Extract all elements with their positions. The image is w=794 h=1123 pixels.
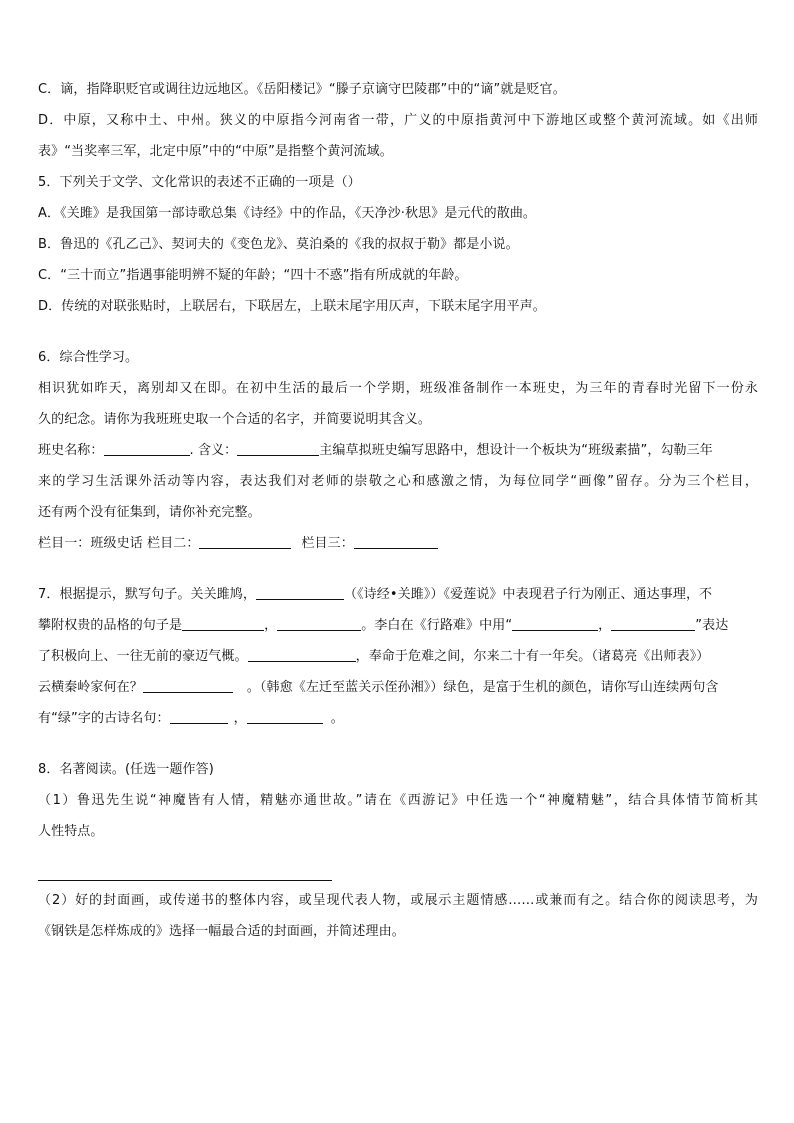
question-5-option-d: D．传统的对联张贴时，上联居右，下联居左，上联末尾字用仄声，下联末尾字用平声。 [38, 299, 546, 314]
green-poem-blank-1[interactable] [170, 709, 228, 724]
question-7-text-4: ”表达 [695, 618, 729, 633]
option-d-zhongyuan: D．中原，又称中土、中州。狭义的中原指今河南省一带，广义的中原指黄河中下游地区或整个黄河流域。如《出师 [38, 113, 758, 128]
column-3-blank[interactable] [354, 534, 438, 549]
question-8-part-2-continued: 《钢铁是怎样炼成的》选择一幅最合适的封面画，并简述理由。 [38, 924, 405, 939]
question-7-text-2: 攀附权贵的品格的句子是 [38, 618, 183, 633]
question-7-line-5 [38, 709, 758, 729]
question-6-text-5: 还有两个没有征集到，请你补充完整。 [38, 505, 261, 520]
comma-2: ， [598, 618, 612, 633]
class-name-blank[interactable] [104, 441, 190, 456]
class-name-label: 班史名称： [38, 443, 104, 458]
question-7-text-1: （《诗经•关雎》）《爱莲说》中表现君子行为刚正、通达事理，不 [343, 587, 713, 602]
question-6-text-3: 主编草拟班史编写思路中，想设计一个板块为“班级素描”，勾勒三年 [319, 443, 713, 458]
answer-line[interactable] [38, 880, 332, 881]
question-7-text-7: 云横秦岭家何在？ [38, 680, 143, 695]
question-6-columns-line [38, 534, 758, 554]
chushibiao-blank[interactable] [248, 647, 356, 662]
ailian-blank-2[interactable] [277, 616, 361, 631]
question-7-line-2 [38, 616, 758, 636]
ailian-blank-1[interactable] [182, 616, 264, 631]
question-7-stem: 7．根据提示，默写句子。关关雎鸠， [38, 587, 256, 602]
green-poem-blank-2[interactable] [247, 709, 323, 724]
column-2-blank[interactable] [199, 534, 291, 549]
question-7-line-4 [38, 678, 758, 698]
question-5-option-c: C．“三十而立”指遇事能明辨不疑的年龄；“四十不惑”指有所成就的年龄。 [38, 268, 468, 283]
question-7-text-3: 。李白在《行路难》中用“ [361, 618, 513, 633]
meaning-blank[interactable] [237, 441, 319, 456]
question-6-class-name-line [38, 441, 758, 461]
question-8-part-1: （1）鲁迅先生说“神魔皆有人情，精魅亦通世故。”请在《西游记》中任选一个“神魔精魅”，结合具体情节简析其 [38, 793, 758, 808]
comma-3: ， [233, 711, 247, 726]
xinglunan-blank-1[interactable] [512, 616, 598, 631]
hanyu-blank[interactable] [143, 678, 233, 693]
option-c-zhe: C．谪，指降职贬官或调往边远地区。《岳阳楼记》“滕子京谪守巴陵郡”中的“谪”就是贬官。 [38, 82, 566, 97]
question-7-text-6: ，奉命于危难之间，尔来二十有一年矣。（诸葛亮《出师表》） [355, 649, 710, 664]
question-8-part-2: （2）好的封面画，或传递书的整体内容，或呈现代表人物，或展示主题情感……或兼而有之。结合你的阅读思考，为 [38, 893, 758, 908]
meaning-label: . 含义： [189, 443, 238, 458]
option-d-continued: 表》“当奖率三军，北定中原”中的“中原”是指整个黄河流域。 [38, 144, 393, 159]
question-6-text-1: 相识犹如昨天，离别却又在即。在初中生活的最后一个学期，班级准备制作一本班史，为三年的青春时光留下一份永 [38, 381, 758, 396]
question-7-line-3 [38, 647, 758, 667]
comma-1: ， [264, 618, 278, 633]
shijing-blank[interactable] [256, 585, 344, 600]
question-7-text-5: 了积极向上、一往无前的豪迈气概。 [38, 649, 248, 664]
column-3-label: 栏目三： [301, 536, 354, 551]
column-labels: 栏目一：班级史话 栏目二： [38, 536, 200, 551]
question-6-text-4: 来的学习生活课外活动等内容，表达我们对老师的崇敬之心和感激之情，为每位同学“画像”留存。分为三个栏目， [38, 474, 758, 489]
question-6-text-2: 久的纪念。请你为我班班史取一个合适的名字，并简要说明其含义。 [38, 412, 432, 427]
question-8-stem: 8．名著阅读。(任选一题作答) [38, 762, 214, 777]
question-7-text-9: 有“绿”字的古诗名句： [38, 711, 170, 726]
question-5-option-b: B．鲁迅的《孔乙己》、契诃夫的《变色龙》、莫泊桑的《我的叔叔于勒》都是小说。 [38, 237, 519, 252]
question-5-stem: 5．下列关于文学、文化常识的表述不正确的一项是（） [38, 175, 361, 190]
xinglunan-blank-2[interactable] [611, 616, 695, 631]
question-7-text-8: 。（韩愈《左迁至蓝关示侄孙湘》）绿色，是富于生机的颜色，请你写山连续两句含 [246, 680, 719, 695]
question-5-option-a: A．《关雎》是我国第一部诗歌总集《诗经》中的作品，《天净沙·秋思》是元代的散曲。 [38, 206, 537, 221]
question-8-part-1-continued: 人性特点。 [38, 824, 104, 839]
question-6-stem: 6．综合性学习。 [38, 350, 139, 365]
period: 。 [330, 711, 344, 726]
question-7-line-1 [38, 585, 758, 605]
